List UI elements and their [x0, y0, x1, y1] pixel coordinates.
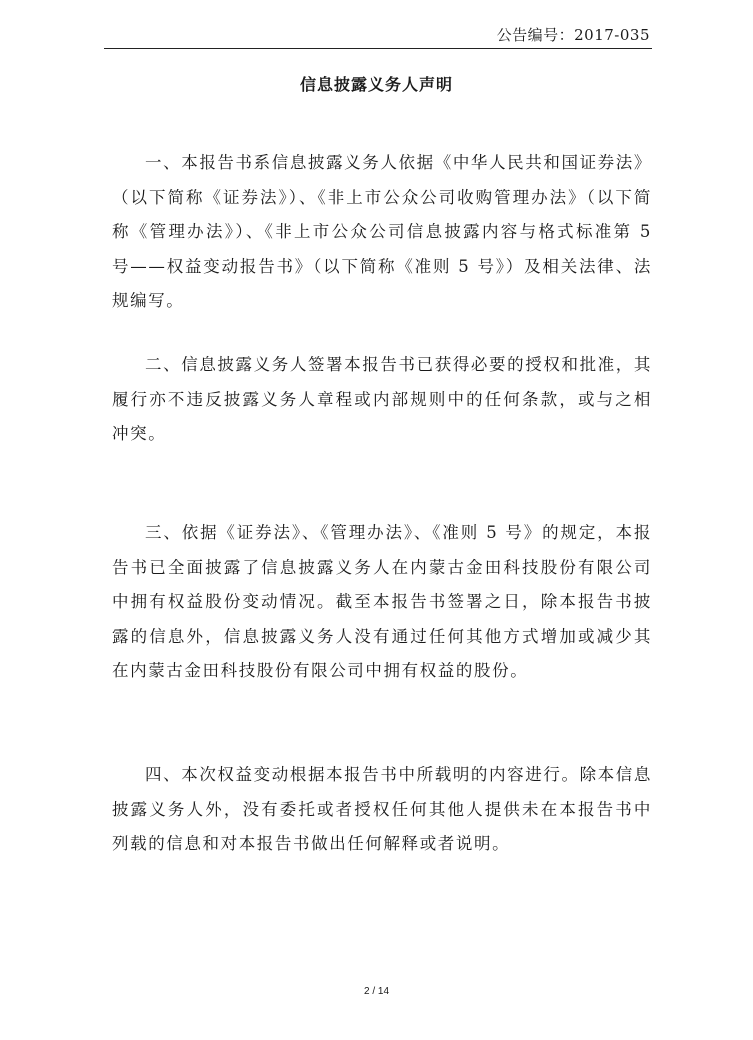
page-number: 2 / 14 [363, 986, 390, 997]
announcement-number: 公告编号：2017-035 [496, 26, 650, 44]
header-rule [104, 48, 652, 49]
paragraph-2: 二、信息披露义务人签署本报告书已获得必要的授权和批准，其履行亦不违反披露义务人章程或内部规则中的任何条款，或与之相冲突。 [112, 355, 652, 443]
paragraph-4: 四、本次权益变动根据本报告书中所载明的内容进行。除本信息披露义务人外，没有委托或者授权任何其他人提供未在本报告书中列载的信息和对本报告书做出任何解释或者说明。 [112, 765, 652, 853]
document-title: 信息披露义务人声明 [299, 75, 453, 94]
paragraph-1: 一、本报告书系信息披露义务人依据《中华人民共和国证券法》（以下简称《证券法》）、《非上市公众公司收购管理办法》（以下简称《管理办法》）、《非上市公众公司信息披露内容与格式标准第 5 号——权益变动报告书》（以下简称《准则 5 号》）及相关法律、法规编写。 [112, 153, 652, 310]
paragraph-3: 三、依据《证券法》、《管理办法》、《准则 5 号》的规定，本报告书已全面披露了信息披露义务人在内蒙古金田科技股份有限公司中拥有权益股份变动情况。截至本报告书签署之日，除本报告书披露的信息外，信息披露义务人没有通过任何其他方式增加或减少其在内蒙古金田科技股份有限公司中拥有权益的股份。 [112, 523, 652, 680]
